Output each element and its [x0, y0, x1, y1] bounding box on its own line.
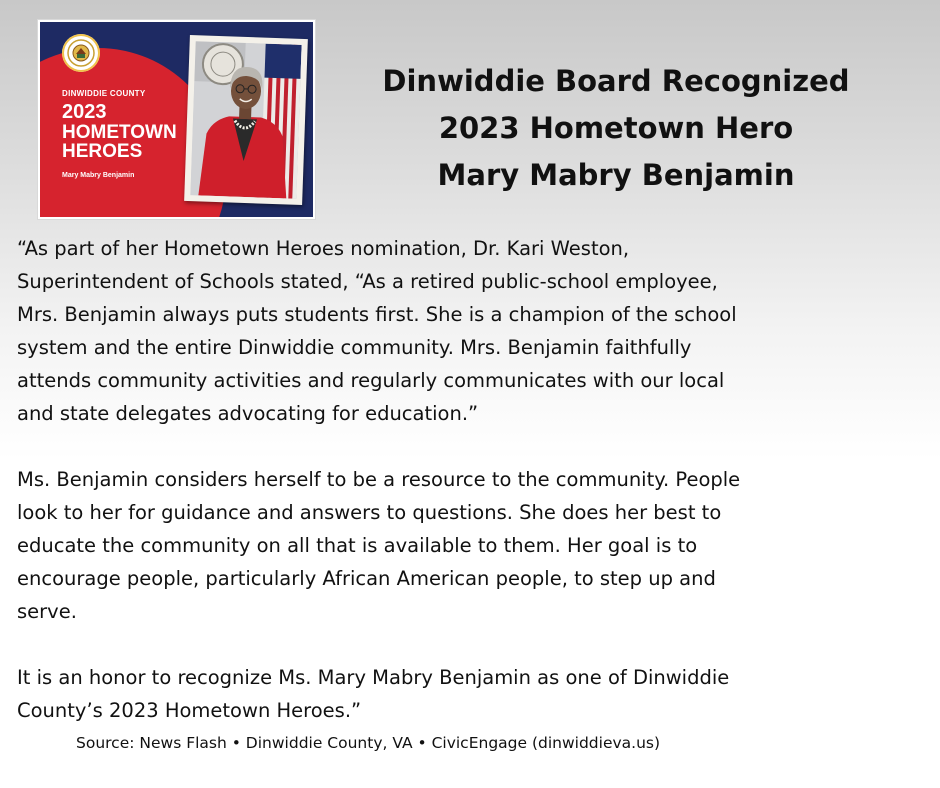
promo-county-label: DINWIDDIE COUNTY — [62, 89, 146, 98]
title-line-2: 2023 Hometown Hero — [438, 111, 794, 145]
promo-image — [38, 20, 315, 219]
promo-year: 2023 — [62, 101, 107, 123]
title-line-3: Mary Mabry Benjamin — [437, 158, 795, 192]
promo-honoree-name: Mary Mabry Benjamin — [62, 172, 135, 179]
promo-heading: HOMETOWN HEROES — [62, 122, 177, 162]
source-credit: Source: News Flash • Dinwiddie County, VA • CivicEngage (dinwiddieva.us) — [76, 734, 661, 752]
promo-graphic — [40, 22, 313, 217]
article-body — [17, 232, 931, 727]
honor-paragraph: It is an honor to recognize Ms. Mary Mabry Benjamin as one of Dinwiddie County’s 2023 Hometown Heroes.” — [17, 666, 730, 722]
resource-paragraph: Ms. Benjamin considers herself to be a resource to the community. People look to her for guidance and answers to questions. She does her best to educate the community on all that is available to them. Her goal is to encourage people, particularly African American people, to step up and serve. — [17, 468, 741, 623]
title-line-1: Dinwiddie Board Recognized — [382, 64, 850, 98]
quote-paragraph: “As part of her Hometown Heroes nomination, Dr. Kari Weston, Superintendent of Schools stated, “As a retired public-school employee, Mrs. Benjamin always puts students first. She is a champion of the school system and the entire Dinwiddie community. Mrs. Benjamin faithfully attends community activities and regularly communicates with our local and state delegates advocating for education.” — [17, 237, 737, 425]
page-title — [338, 58, 894, 199]
county-seal-icon — [62, 34, 100, 72]
honoree-photo-frame — [184, 35, 308, 205]
honoree-photo — [190, 41, 301, 199]
